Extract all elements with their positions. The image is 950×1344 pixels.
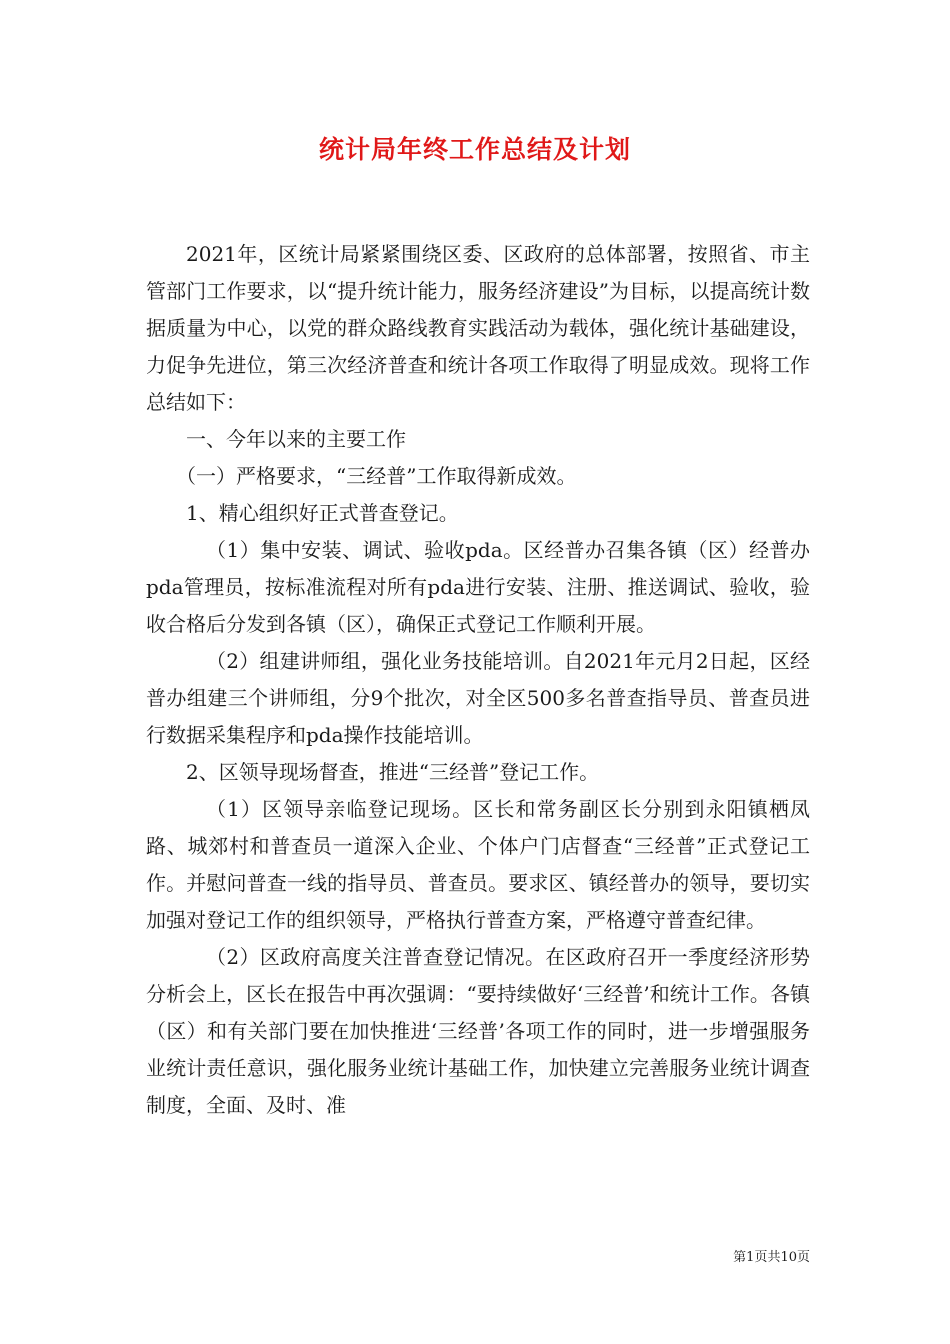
page-number-footer: 第1页共10页 xyxy=(733,1250,810,1265)
body-paragraph: （1）区领导亲临登记现场。区长和常务副区长分别到永阳镇栖凤路、城郊村和普查员一道深入企业、个体户门店督查“三经普”正式登记工作。并慰问普查一线的指导员、普查员。要求区、镇经普办的领导，要切实加强对登记工作的组织领导，严格执行普查方案，严格遵守普查纪律。 xyxy=(146,797,810,932)
intro-paragraph: 2021年，区统计局紧紧围绕区委、区政府的总体部署，按照省、市主管部门工作要求，以“提升统计能力，服务经济建设”为目标，以提高统计数据质量为中心，以党的群众路线教育实践活动为载体，强化统计基础建设，力促争先进位，第三次经济普查和统计各项工作取得了明显成效。现将工作总结如下： xyxy=(146,242,810,414)
document-title: 统计局年终工作总结及计划 xyxy=(318,135,631,164)
item-heading: 2、区领导现场督查，推进“三经普”登记工作。 xyxy=(186,760,600,784)
section-heading: 一、今年以来的主要工作 xyxy=(186,427,406,451)
body-paragraph: （1）集中安装、调试、验收pda。区经普办召集各镇（区）经普办pda管理员，按标准流程对所有pda进行安装、注册、推送调试、验收，验收合格后分发到各镇（区），确保正式登记工作顺利开展。 xyxy=(146,538,810,636)
item-heading: 1、精心组织好正式普查登记。 xyxy=(186,501,459,525)
document-body xyxy=(146,236,810,1124)
body-paragraph: （2）区政府高度关注普查登记情况。在区政府召开一季度经济形势分析会上，区长在报告中再次强调：“要持续做好‘三经普’和统计工作。各镇（区）和有关部门要在加快推进‘三经普’各项工作的同时，进一步增强服务业统计责任意识，强化服务业统计基础工作，加快建立完善服务业统计调查制度，全面、及时、准 xyxy=(146,945,810,1117)
subsection-heading: （一）严格要求，“三经普”工作取得新成效。 xyxy=(176,464,577,488)
body-paragraph: （2）组建讲师组，强化业务技能培训。自2021年元月2日起，区经普办组建三个讲师组，分9个批次，对全区500多名普查指导员、普查员进行数据采集程序和pda操作技能培训。 xyxy=(146,649,810,747)
